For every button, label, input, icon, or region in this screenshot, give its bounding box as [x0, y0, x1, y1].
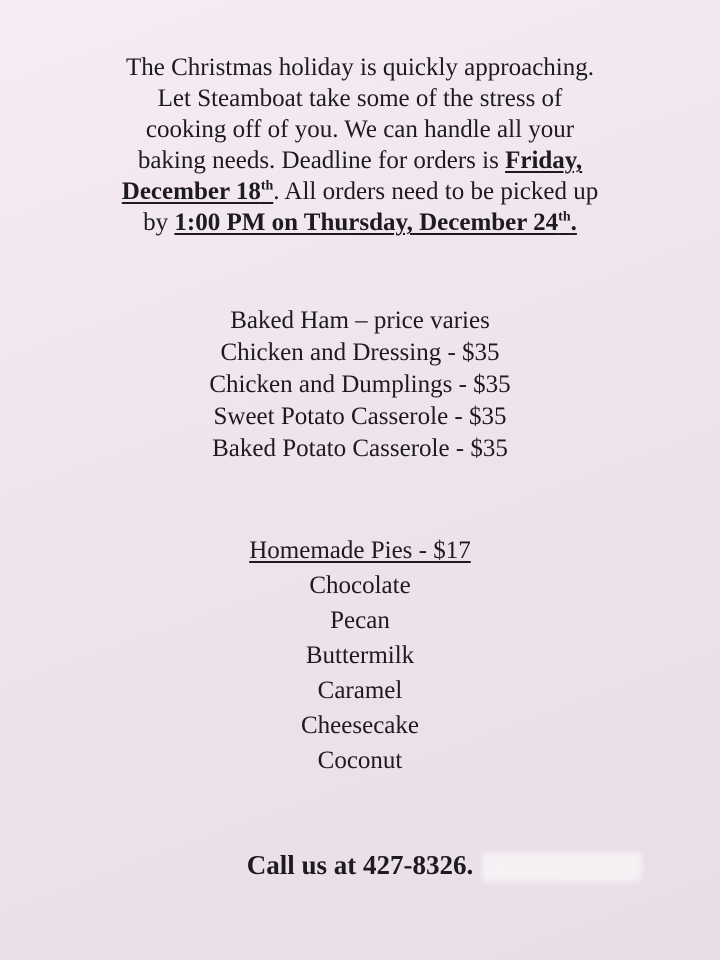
menu-item: Baked Potato Casserole - $35 — [212, 435, 508, 462]
pie-item: Chocolate — [309, 572, 411, 599]
intro-text: . All orders need to be picked up — [273, 178, 599, 205]
deadline-date-text: December 18 — [121, 178, 261, 205]
intro-text: baking needs. Deadline for orders is — [137, 147, 506, 174]
pie-item: Buttermilk — [305, 642, 415, 669]
menu-item: Sweet Potato Casserole - $35 — [213, 403, 507, 430]
pie-item: Coconut — [317, 747, 403, 774]
pickup-time-text: 1:00 PM on Thursday, December 24 — [174, 209, 559, 236]
pie-heading: Homemade Pies - $17 — [249, 537, 471, 564]
intro-line: Let Steamboat take some of the stress of — [157, 85, 563, 112]
ordinal-suffix: th — [558, 209, 571, 225]
intro-line: cooking off of you. We can handle all your — [145, 116, 575, 143]
pickup-time — [174, 209, 577, 236]
intro-line — [40, 145, 680, 176]
call-to-action: Call us at 427-8326. — [246, 850, 474, 880]
menu-item: Chicken and Dumplings - $35 — [209, 371, 511, 398]
pickup-time-end: . — [570, 209, 577, 236]
menu-item: Baked Ham – price varies — [230, 307, 490, 334]
deadline-date — [122, 178, 274, 205]
deadline-day: Friday, — [505, 147, 583, 174]
intro-paragraph — [40, 52, 680, 238]
pie-item: Cheesecake — [301, 712, 419, 739]
intro-line — [40, 176, 680, 207]
pie-menu — [60, 533, 660, 778]
intro-text: by — [143, 209, 175, 236]
intro-line: The Christmas holiday is quickly approaching. — [126, 54, 594, 81]
pie-item: Caramel — [317, 677, 403, 704]
redaction-smudge — [482, 852, 642, 882]
ordinal-suffix: th — [260, 178, 274, 194]
menu-item: Chicken and Dressing - $35 — [220, 339, 500, 366]
pie-item: Pecan — [330, 607, 390, 634]
entree-menu — [60, 305, 660, 465]
intro-line — [40, 207, 680, 238]
